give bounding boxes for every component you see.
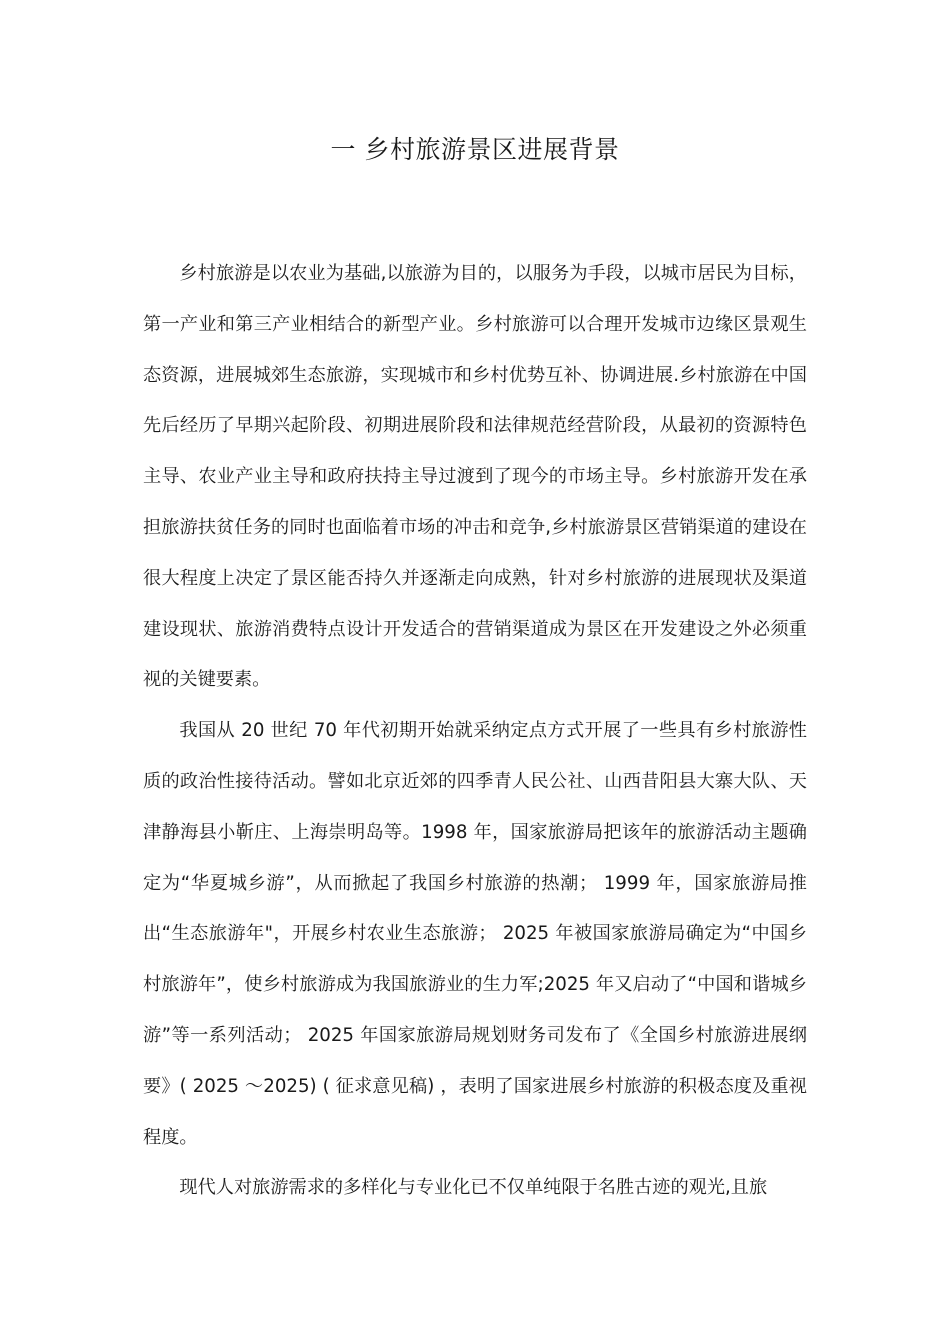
paragraph-rural-tourism-definition: 乡村旅游是以农业为基础,以旅游为目的，以服务为手段，以城市居民为目标，第一产业和第三产业相结合的新型产业。乡村旅游可以合理开发城市边缘区景观生态资源，进展城郊生态旅游，实现城市和乡村优势互补、协调进展.乡村旅游在中国先后经历了早期兴起阶段、初期进展阶段和法律规范经营阶段，从最初的资源特色主导、农业产业主导和政府扶持主导过渡到了现今的市场主导。乡村旅游开发在承担旅游扶贫任务的同时也面临着市场的冲击和竞争,乡村旅游景区营销渠道的建设在很大程度上决定了景区能否持久并逐渐走向成熟，针对乡村旅游的进展现状及渠道建设现状、旅游消费特点设计开发适合的营销渠道成为景区在开发建设之外必须重视的关键要素。: [143, 263, 807, 691]
paragraph-modern-demand: 现代人对旅游需求的多样化与专业化已不仅单纯限于名胜古迹的观光,且旅: [179, 1177, 768, 1199]
document-body: [143, 249, 807, 1214]
paragraph-development-history: 我国从 20 世纪 70 年代初期开始就采纳定点方式开展了一些具有乡村旅游性质的政治性接待活动。譬如北京近郊的四季青人民公社、山西昔阳县大寨大队、天津静海县小靳庄、上海崇明岛等。1998 年，国家旅游局把该年的旅游活动主题确定为“华夏城乡游”，从而掀起了我国乡村旅游的热潮； 1999 年，国家旅游局推出“生态旅游年"，开展乡村农业生态旅游； 2025 年被国家旅游局确定为“中国乡村旅游年”，使乡村旅游成为我国旅游业的生力军;2025 年又启动了“中国和谐城乡游”等一系列活动； 2025 年国家旅游局规划财务司发布了《全国乡村旅游进展纲要》( 2025 ～2025) ( 征求意见稿) ，表明了国家进展乡村旅游的积极态度及重视程度。: [143, 720, 807, 1148]
page-title: 一 乡村旅游景区进展背景: [330, 135, 620, 164]
